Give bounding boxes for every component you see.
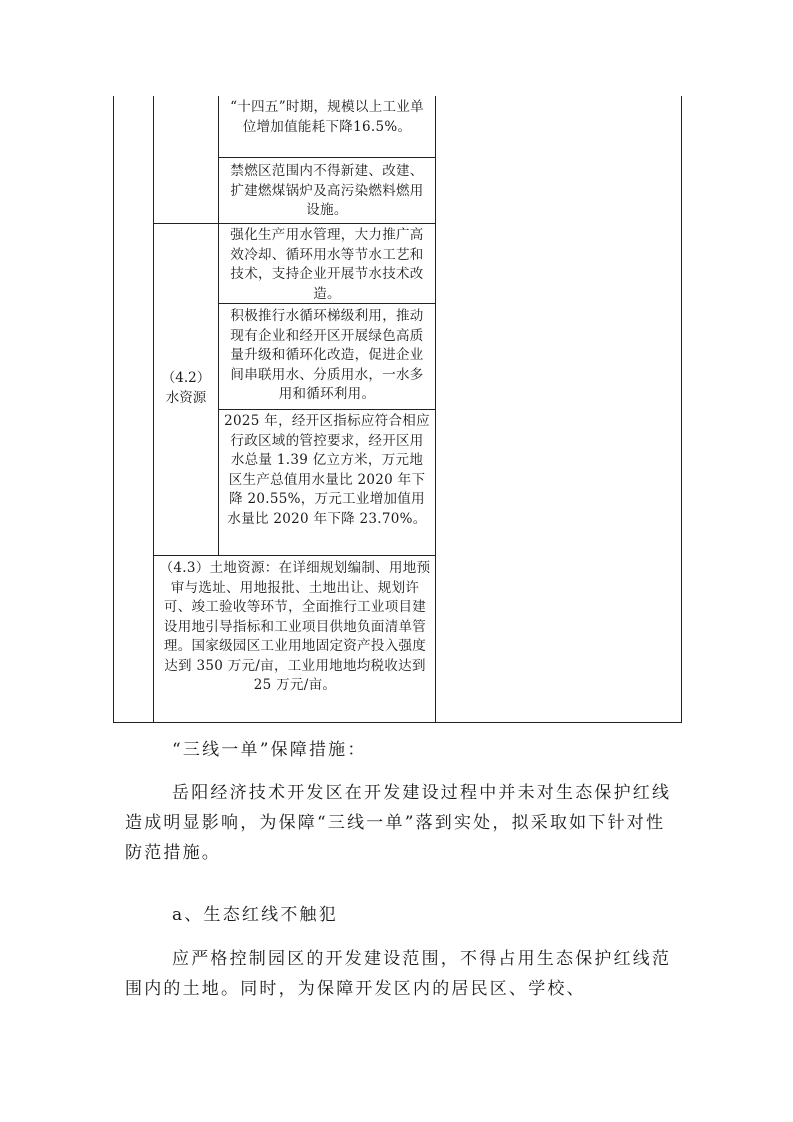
cell-water-recycling: 积极推行水循环梯级利用，推动现有企业和经开区开展绿色高质量升级和循环化改造，促进企业间串联用水、分质用水，一水多用和循环利用。 — [230, 308, 424, 402]
table-hline-5 — [153, 555, 435, 556]
measures-table — [113, 96, 682, 723]
paragraph-1: 岳阳经济技术开发区在开发建设过程中并未对生态保护红线造成明显影响，为保障“三线一单”落到实处，拟采取如下针对性防范措施。 — [125, 783, 672, 863]
table-divider-col1 — [153, 96, 154, 723]
cell-energy-intensity: “十四五”时期，规模以上工业单位增加值能耗下降16.5%。 — [230, 99, 424, 135]
table-border-left — [113, 96, 114, 723]
section-heading: “三线一单”保障措施： — [172, 740, 367, 760]
table-hline-4 — [218, 409, 435, 410]
cell-no-burn-zone: 禁燃区范围内不得新建、改建、扩建燃煤锅炉及高污染燃料燃用设施。 — [230, 163, 424, 218]
cell-water-targets: 2025 年，经开区指标应符合相应行政区域的管控要求，经开区用水总量 1.39 亿立方米，万元地区生产总值用水量比 2020 年下降 20.55%，万元工业增加值用水量比 2020 年下降 23.70%。 — [224, 413, 430, 527]
table-hline-1 — [218, 157, 435, 158]
table-hline-2 — [153, 223, 435, 224]
subheading-a: a、生态红线不触犯 — [172, 905, 338, 925]
table-border-right — [681, 96, 682, 723]
cell-land-resources: （4.3）土地资源：在详细规划编制、用地预审与选址、用地报批、土地出让、规划许可、竣工验收等环节，全面推行工业项目建设用地引导指标和工业项目供地负面清单管理。国家级园区工业用地固定资产投入强度达到 350 万元/亩，工业用地地均税收达到 25 万元/亩。 — [159, 560, 431, 693]
table-divider-energy — [218, 96, 219, 223]
table-border-bottom — [113, 722, 682, 723]
cell-water-management: 强化生产用水管理，大力推广高效冷却、循环用水等节水工艺和技术，支持企业开展节水技术改造。 — [230, 227, 424, 302]
cell-water-label: （4.2）水资源 — [161, 370, 211, 406]
table-divider-water-label — [218, 223, 219, 555]
table-divider-col3 — [435, 96, 436, 723]
paragraph-2: 应严格控制园区的开发建设范围，不得占用生态保护红线范围内的土地。同时，为保障开发区内的居民区、学校、 — [125, 949, 672, 999]
